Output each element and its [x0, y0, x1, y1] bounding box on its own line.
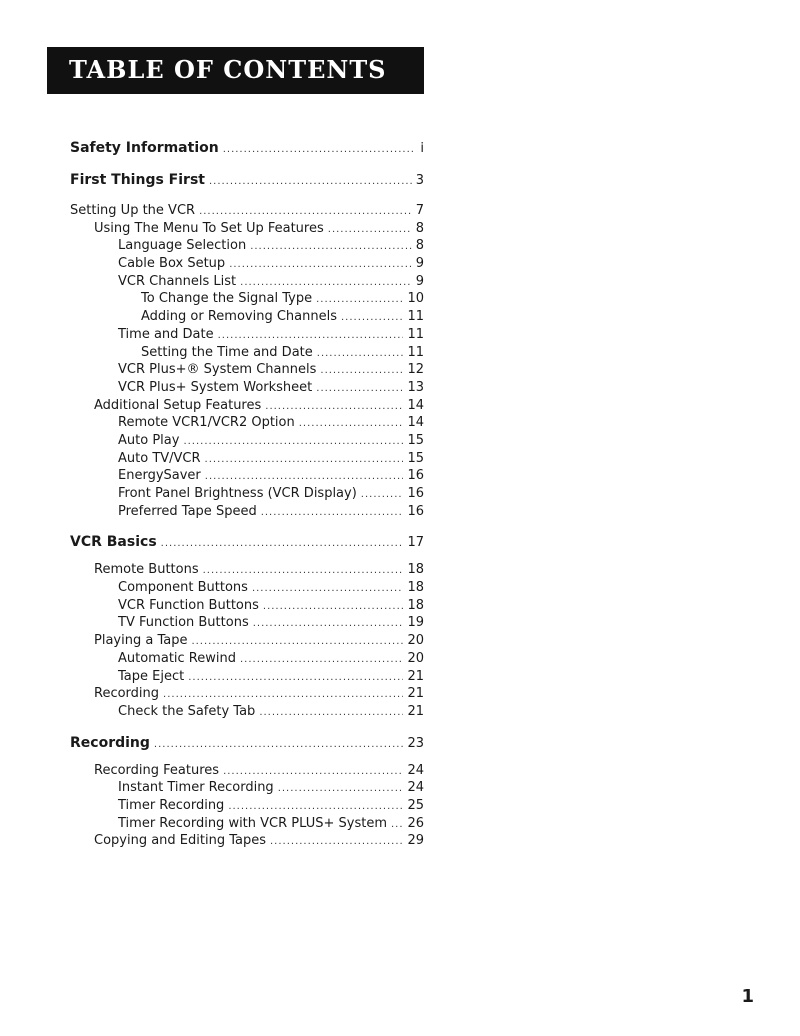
toc-entry-page: 8 — [415, 238, 424, 254]
toc-entry-title: Using The Menu To Set Up Features — [94, 220, 324, 236]
toc-entry-title: Auto TV/VCR — [118, 450, 201, 466]
toc-entry-page: 7 — [415, 203, 424, 218]
toc-entry-title: Cable Box Setup — [118, 256, 226, 272]
toc-entry — [70, 685, 424, 703]
toc-entry-page: 3 — [415, 173, 424, 188]
toc-entry-title: Setting the Time and Date — [141, 344, 313, 360]
toc-entry-title: VCR Plus+® System Channels — [118, 362, 317, 378]
toc-entry-title: Playing a Tape — [94, 633, 188, 649]
toc-entry-title: Timer Recording — [118, 797, 225, 813]
table-of-contents — [70, 138, 424, 850]
toc-entry-page: 24 — [407, 762, 424, 778]
toc-entry — [70, 779, 424, 797]
toc-entry-page: 29 — [407, 833, 424, 849]
toc-entry-title: Automatic Rewind — [118, 650, 236, 666]
dot-leader — [163, 686, 403, 703]
toc-entry-page: 20 — [407, 650, 424, 666]
dot-leader — [218, 327, 404, 344]
toc-header-bar — [47, 47, 424, 94]
section-spacer — [70, 721, 424, 733]
dot-leader — [341, 309, 403, 326]
dot-leader — [259, 704, 403, 721]
toc-entry-title: Recording — [94, 686, 160, 702]
toc-entry — [70, 432, 424, 450]
section-spacer — [70, 753, 424, 762]
toc-entry-page: 12 — [407, 362, 424, 378]
toc-entry — [70, 361, 424, 379]
page-number: 1 — [741, 986, 754, 1007]
dot-leader — [261, 504, 404, 521]
toc-entry — [70, 532, 424, 552]
toc-entry-page: 18 — [407, 562, 424, 578]
dot-leader — [263, 598, 404, 615]
toc-entry — [70, 597, 424, 615]
toc-entry-title: VCR Plus+ System Worksheet — [118, 379, 313, 395]
toc-entry-page: 23 — [407, 735, 424, 751]
toc-entry-title: VCR Function Buttons — [118, 597, 259, 613]
dot-leader — [205, 468, 404, 485]
toc-entry — [70, 379, 424, 397]
toc-entry — [70, 414, 424, 432]
toc-entry-title: Recording Features — [94, 762, 220, 778]
toc-entry — [70, 762, 424, 780]
toc-entry-page: 11 — [407, 326, 424, 342]
toc-entry-title: EnergySaver — [118, 468, 201, 484]
toc-entry — [70, 237, 424, 255]
dot-leader — [183, 433, 403, 450]
toc-entry-title: Adding or Removing Channels — [141, 309, 337, 325]
toc-entry-title: Setting Up the VCR — [70, 203, 196, 218]
toc-entry — [70, 170, 424, 190]
dot-leader — [223, 763, 403, 780]
toc-entry — [70, 561, 424, 579]
dot-leader — [250, 238, 412, 255]
toc-entry — [70, 797, 424, 815]
toc-entry — [70, 397, 424, 415]
toc-entry-title: Component Buttons — [118, 580, 248, 596]
toc-entry — [70, 485, 424, 503]
toc-entry-page: 16 — [407, 486, 424, 501]
dot-leader — [188, 669, 403, 686]
toc-entry-title: Preferred Tape Speed — [118, 503, 257, 519]
toc-entry-page: 8 — [415, 220, 424, 236]
dot-leader — [240, 274, 412, 291]
toc-entry — [70, 668, 424, 686]
toc-entry-page: i — [420, 141, 424, 156]
section-spacer — [70, 190, 424, 202]
toc-entry — [70, 614, 424, 632]
toc-entry-page: 19 — [407, 615, 424, 631]
dot-leader — [270, 833, 403, 850]
dot-leader — [328, 221, 412, 238]
dot-leader — [252, 580, 404, 597]
toc-entry-page: 21 — [407, 668, 424, 684]
toc-entry-title: Additional Setup Features — [94, 397, 262, 413]
toc-entry-title: Auto Play — [118, 432, 180, 448]
toc-entry — [70, 255, 424, 273]
dot-leader — [317, 345, 404, 362]
dot-leader — [361, 486, 404, 503]
toc-entry-title: First Things First — [70, 172, 205, 188]
toc-entry-title: VCR Channels List — [118, 273, 237, 289]
dot-leader — [161, 534, 404, 552]
toc-entry-page: 13 — [407, 379, 424, 395]
toc-entry-title: Language Selection — [118, 238, 247, 254]
toc-entry-page: 21 — [407, 703, 424, 719]
toc-entry-page: 18 — [407, 580, 424, 596]
dot-leader — [229, 256, 412, 273]
toc-entry — [70, 632, 424, 650]
dot-leader — [223, 140, 417, 158]
toc-entry-title: Timer Recording with VCR PLUS+ System — [118, 815, 387, 831]
toc-entry-page: 10 — [407, 291, 424, 307]
toc-entry — [70, 344, 424, 362]
dot-leader — [203, 562, 404, 579]
toc-entry-page: 24 — [407, 780, 424, 796]
toc-entry-page: 21 — [407, 686, 424, 702]
section-spacer — [70, 158, 424, 170]
toc-entry — [70, 733, 424, 753]
dot-leader — [316, 291, 403, 308]
toc-entry-title: TV Function Buttons — [118, 615, 249, 631]
dot-leader — [299, 415, 404, 432]
toc-entry — [70, 273, 424, 291]
toc-entry — [70, 503, 424, 521]
toc-entry-page: 11 — [407, 344, 424, 360]
section-spacer — [70, 552, 424, 561]
toc-entry — [70, 326, 424, 344]
toc-entry-title: Recording — [70, 734, 150, 751]
toc-entry — [70, 202, 424, 220]
toc-entry-page: 16 — [407, 468, 424, 484]
toc-entry-page: 17 — [407, 535, 424, 551]
dot-leader — [205, 451, 404, 468]
dot-leader — [278, 780, 404, 797]
toc-entry-page: 9 — [415, 273, 424, 289]
dot-leader — [240, 651, 403, 668]
toc-entry-title: Safety Information — [70, 140, 219, 156]
dot-leader — [265, 398, 403, 415]
toc-entry — [70, 579, 424, 597]
toc-entry-title: Remote VCR1/VCR2 Option — [118, 415, 295, 431]
dot-leader — [391, 816, 403, 833]
toc-entry — [70, 220, 424, 238]
toc-entry — [70, 467, 424, 485]
toc-entry — [70, 450, 424, 468]
dot-leader — [191, 633, 403, 650]
toc-entry-title: Front Panel Brightness (VCR Display) — [118, 486, 357, 501]
toc-entry — [70, 138, 424, 158]
toc-entry-title: Instant Timer Recording — [118, 780, 274, 796]
toc-entry — [70, 290, 424, 308]
toc-entry-page: 18 — [407, 597, 424, 613]
toc-entry-title: To Change the Signal Type — [141, 291, 313, 307]
toc-entry-page: 20 — [407, 633, 424, 649]
toc-entry-page: 14 — [407, 397, 424, 413]
section-spacer — [70, 520, 424, 532]
page-title: TABLE OF CONTENTS — [69, 55, 387, 84]
toc-entry-page: 15 — [407, 450, 424, 466]
toc-entry — [70, 703, 424, 721]
dot-leader — [253, 615, 404, 632]
dot-leader — [228, 798, 403, 815]
toc-entry-page: 16 — [407, 503, 424, 519]
dot-leader — [199, 203, 412, 220]
toc-entry-page: 15 — [407, 432, 424, 448]
toc-entry-title: VCR Basics — [70, 534, 157, 551]
toc-entry — [70, 815, 424, 833]
toc-entry-page: 9 — [415, 256, 424, 272]
dot-leader — [154, 735, 404, 753]
toc-entry-page: 25 — [407, 797, 424, 813]
toc-entry-title: Tape Eject — [118, 668, 185, 684]
toc-entry — [70, 308, 424, 326]
toc-entry-title: Check the Safety Tab — [118, 703, 256, 719]
toc-entry — [70, 650, 424, 668]
toc-entry — [70, 832, 424, 850]
toc-entry-page: 26 — [407, 815, 424, 831]
toc-entry-title: Copying and Editing Tapes — [94, 833, 266, 849]
dot-leader — [209, 172, 412, 190]
dot-leader — [316, 380, 403, 397]
toc-entry-title: Time and Date — [118, 326, 214, 342]
toc-entry-page: 14 — [407, 415, 424, 431]
dot-leader — [320, 362, 403, 379]
toc-entry-title: Remote Buttons — [94, 562, 199, 578]
toc-entry-page: 11 — [407, 309, 424, 325]
